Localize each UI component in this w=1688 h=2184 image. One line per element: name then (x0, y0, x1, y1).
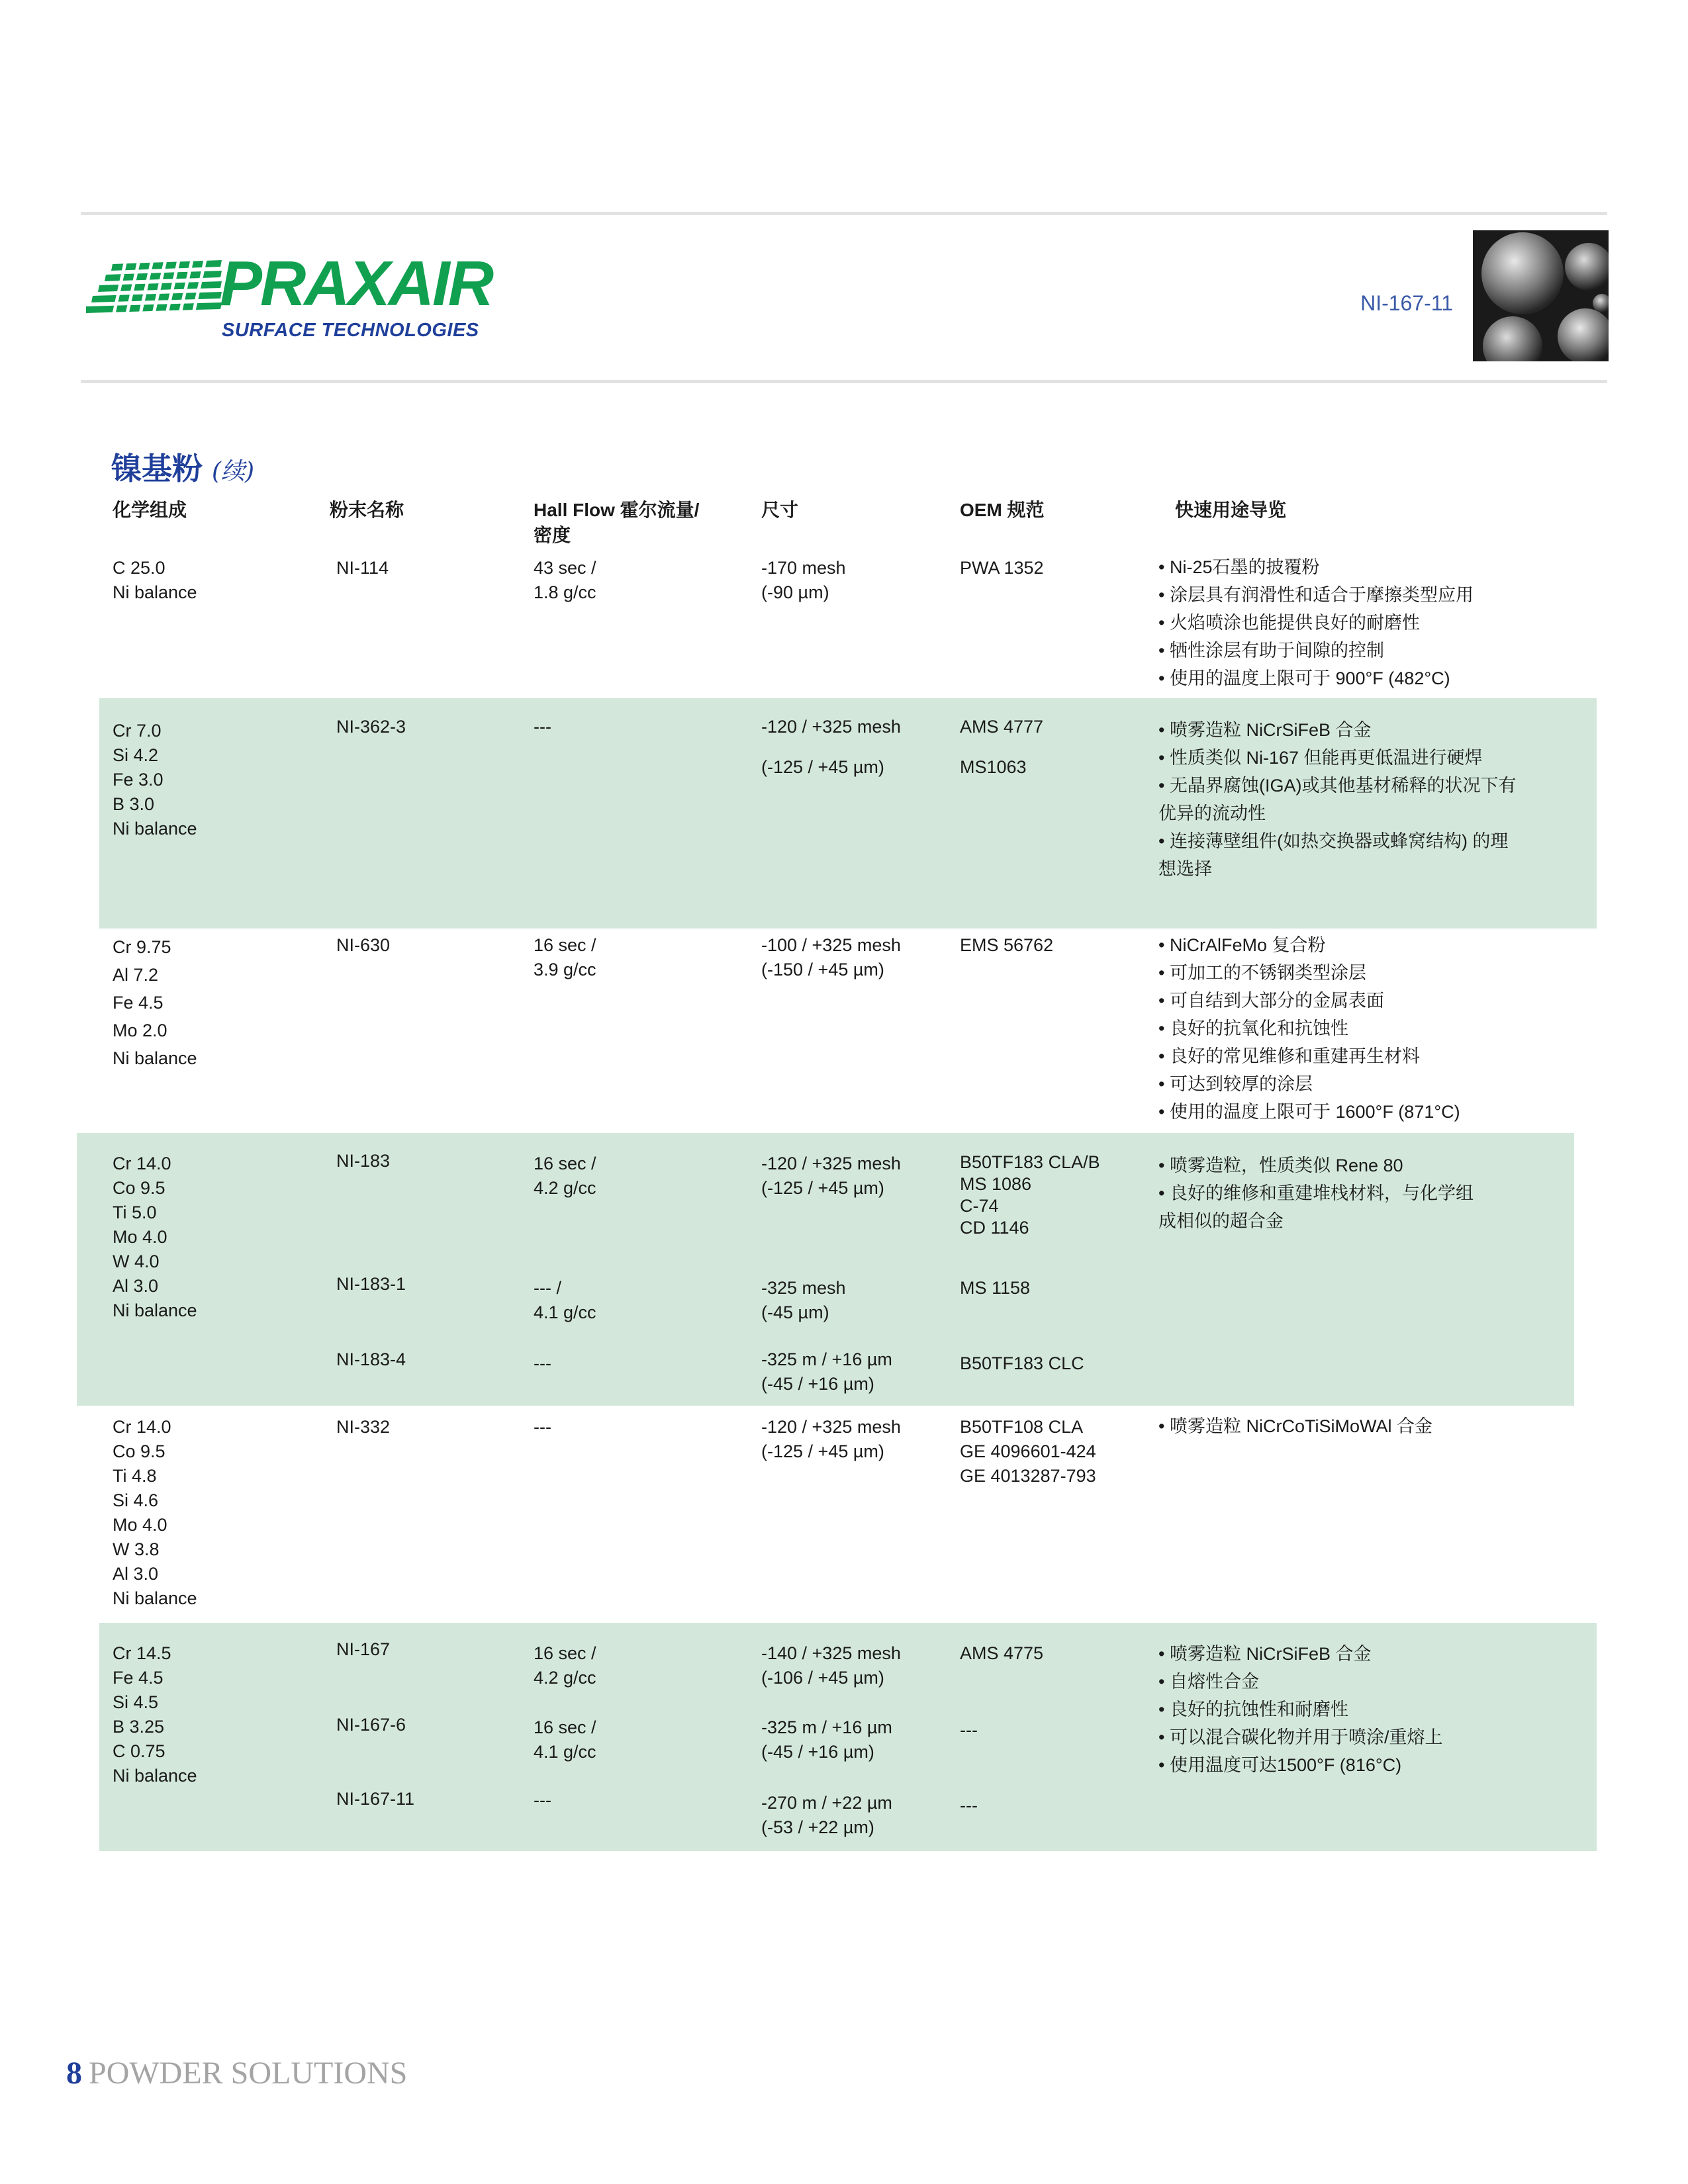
col-header-oem: OEM 规范 (960, 500, 1045, 520)
table-row-6-size-c: -270 m / +22 µm (-53 / +22 µm) (761, 1793, 892, 1837)
table-row-4-uses: • 喷雾造粒，性质类似 Rene 80 • 良好的维修和重建堆栈材料，与化学组 成相似的超合金 (1158, 1156, 1474, 1231)
table-row-6-flow-b: 16 sec / 4.1 g/cc (534, 1717, 596, 1762)
table-row-6-composition: Cr 14.5 Fe 4.5 Si 4.5 B 3.25 C 0.75 Ni balance (113, 1643, 197, 1786)
table-row-4-name-a: NI-183 (336, 1151, 391, 1171)
table-row-2-uses: • 喷雾造粒 NiCrSiFeB 合金 • 性质类似 Ni-167 但能再更低温进行硬焊 • 无晶界腐蚀(IGA)或其他基材稀释的状况下有 优异的流动性 • 连接薄壁组件(如热交换器或蜂窝结构) 的理 想选择 (1158, 720, 1517, 879)
table-row-5-size: -120 / +325 mesh (-125 / +45 µm) (761, 1417, 901, 1461)
section-title (111, 445, 254, 488)
col-header-composition: 化学组成 (113, 500, 187, 520)
table-row-4-oem-a: B50TF183 CLA/B MS 1086 C-74 CD 1146 (960, 1152, 1100, 1238)
table-row-2-oem: AMS 4777 MS1063 (960, 717, 1044, 777)
table-row-1-composition: C 25.0 Ni balance (113, 558, 197, 602)
table-row-2-size: -120 / +325 mesh (-125 / +45 µm) (761, 717, 901, 777)
page-footer (66, 2055, 407, 2091)
table-row-1-oem: PWA 1352 (960, 558, 1044, 578)
table-row-6-size-b: -325 m / +16 µm (-45 / +16 µm) (761, 1717, 892, 1762)
table-row-5-composition: Cr 14.0 Co 9.5 Ti 4.8 Si 4.6 Mo 4.0 W 3.8 Al 3.0 Ni balance (113, 1417, 197, 1608)
product-code: NI-167-11 (1360, 291, 1453, 315)
table-row-5-flow: --- (534, 1417, 551, 1437)
table-row-3-composition: Cr 9.75 Al 7.2 Fe 4.5 Mo 2.0 Ni balance (113, 937, 197, 1068)
col-header-uses: 快速用途导览 (1175, 500, 1287, 520)
section-continued: (续) (212, 458, 255, 485)
table-row-3-uses: • NiCrAlFeMo 复合粉 • 可加工的不锈钢类型涂层 • 可自结到大部分的金属表面 • 良好的抗氧化和抗蚀性 • 良好的常见维修和重建再生材料 • 可达到较厚的涂层 • 使用的温度上限可于 1600°F (871°C) (1158, 935, 1460, 1122)
table-row-3-name: NI-630 (336, 935, 391, 955)
table-row-1-name: NI-114 (336, 558, 389, 578)
table-row-4-oem-b: MS 1158 (960, 1278, 1031, 1298)
table-row-6-size-a: -140 / +325 mesh (-106 / +45 µm) (761, 1643, 901, 1688)
table-row-4-name-b: NI-183-1 (336, 1274, 406, 1294)
page-number: 8 (66, 2056, 82, 2091)
table-row-3-flow: 16 sec / 3.9 g/cc (534, 935, 596, 979)
table-row-5-oem: B50TF108 CLA GE 4096601-424 GE 4013287-793 (960, 1417, 1096, 1486)
section-title-text: 镍基粉 (111, 451, 203, 486)
table-row-4-oem-c: B50TF183 CLC (960, 1353, 1084, 1373)
table-row-5-uses: • 喷雾造粒 NiCrCoTiSiMoWAl 合金 (1158, 1416, 1432, 1436)
table-row-6-name-c: NI-167-11 (336, 1789, 415, 1809)
table-row-1-flow: 43 sec / 1.8 g/cc (534, 558, 596, 602)
table-row-4-flow-a: 16 sec / 4.2 g/cc (534, 1154, 596, 1198)
table-row-2-flow: --- (534, 717, 551, 737)
table-row-6-oem-a: AMS 4775 (960, 1643, 1044, 1663)
table-row-6-oem-b: --- (960, 1720, 978, 1740)
table-row-2-name: NI-362-3 (336, 717, 406, 737)
col-header-hall-flow: Hall Flow 霍尔流量/ 密度 (534, 500, 700, 545)
table-row-6-name-a: NI-167 (336, 1639, 391, 1659)
col-header-size: 尺寸 (761, 500, 799, 520)
table-row-3-oem: EMS 56762 (960, 935, 1054, 955)
praxair-logo (86, 248, 492, 347)
table-row-1-uses: • Ni-25石墨的披覆粉 • 涂层具有润滑性和适合于摩擦类型应用 • 火焰喷涂也能提供良好的耐磨性 • 牺性涂层有助于间隙的控制 • 使用的温度上限可于 900°F (482°C) (1158, 557, 1474, 688)
table-row-3-size: -100 / +325 mesh (-150 / +45 µm) (761, 935, 901, 979)
powder-micrograph-image (1473, 230, 1609, 361)
table-row-4-composition: Cr 14.0 Co 9.5 Ti 5.0 Mo 4.0 W 4.0 Al 3.0 Ni balance (113, 1154, 197, 1320)
table-row-4-size-b: -325 mesh (-45 µm) (761, 1278, 846, 1322)
table-row-4-flow-c: --- (534, 1353, 551, 1373)
table-row-6-flow-a: 16 sec / 4.2 g/cc (534, 1643, 596, 1688)
table-row-6-uses: • 喷雾造粒 NiCrSiFeB 合金 • 自熔性合金 • 良好的抗蚀性和耐磨性 • 可以混合碳化物并用于喷涂/重熔上 • 使用温度可达1500°F (816°C) (1158, 1644, 1443, 1775)
top-rule (81, 212, 1607, 215)
table-row-2-composition: Cr 7.0 Si 4.2 Fe 3.0 B 3.0 Ni balance (113, 721, 197, 839)
logo-stripes-icon (86, 260, 225, 320)
table-row-4-size-c: -325 m / +16 µm (-45 / +16 µm) (761, 1349, 892, 1394)
table-row-6-flow-c: --- (534, 1790, 551, 1810)
footer-title: POWDER SOLUTIONS (89, 2056, 408, 2091)
table-row-6-name-b: NI-167-6 (336, 1715, 406, 1735)
header-bottom-rule (81, 380, 1607, 383)
table-row-6-oem-c: --- (960, 1796, 978, 1815)
table-row-4-size-a: -120 / +325 mesh (-125 / +45 µm) (761, 1154, 901, 1198)
table-row-5-name: NI-332 (336, 1417, 391, 1437)
logo-wordmark: PRAXAIR (220, 248, 492, 319)
logo-subtitle: SURFACE TECHNOLOGIES (222, 320, 479, 341)
table-row-4-name-c: NI-183-4 (336, 1349, 406, 1369)
col-header-powder-name: 粉末名称 (330, 500, 404, 520)
table-row-1-size: -170 mesh (-90 µm) (761, 558, 846, 602)
table-row-4-flow-b: --- / 4.1 g/cc (534, 1278, 596, 1322)
